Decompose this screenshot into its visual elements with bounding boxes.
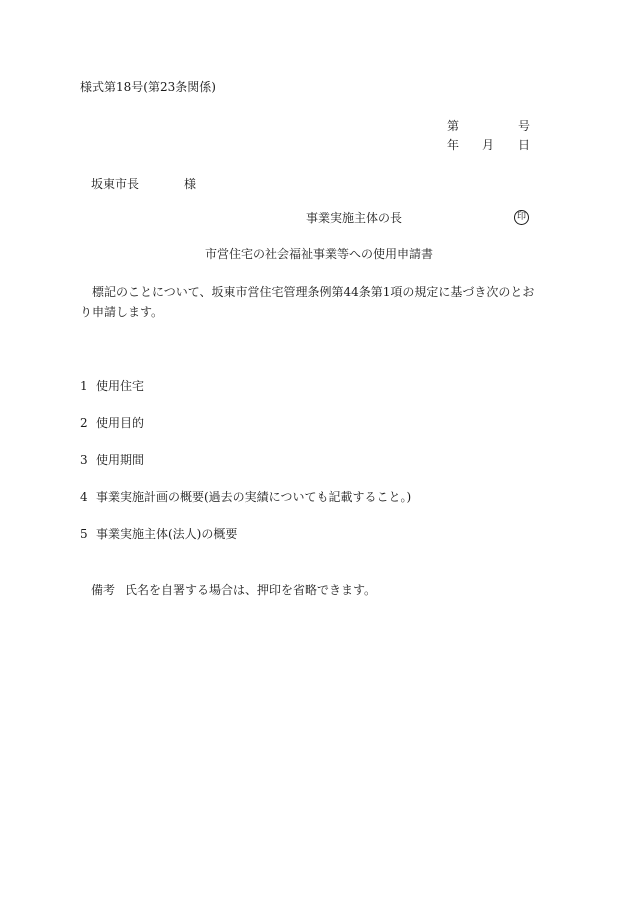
item-1-number: 1: [80, 379, 88, 393]
addressee-name: 坂東市長: [91, 177, 140, 191]
remarks-text: 氏名を自署する場合は、押印を省略できます。: [125, 583, 377, 597]
doc-number-go: 号: [518, 119, 531, 133]
item-5-label: 事業実施主体(法人)の概要: [96, 527, 238, 541]
date-month: 月: [482, 138, 495, 152]
item-4-label: 事業実施計画の概要(過去の実績についても記載すること。): [96, 490, 412, 504]
seal-mark: 印: [514, 210, 529, 225]
item-1-label: 使用住宅: [96, 379, 145, 393]
item-4-number: 4: [80, 490, 88, 504]
date-day: 日: [518, 138, 531, 152]
item-3-number: 3: [80, 453, 88, 467]
item-5-number: 5: [80, 527, 88, 541]
remarks-label: 備考: [91, 583, 116, 597]
body-paragraph: 標記のことについて、坂東市営住宅管理条例第44条第1項の規定に基づき次のとおり申請します。: [80, 285, 535, 319]
document-title: 市営住宅の社会福祉事業等への使用申請書: [205, 247, 434, 261]
form-number: 様式第18号(第23条関係): [80, 80, 216, 94]
doc-number-dai: 第: [447, 119, 460, 133]
applicant-label: 事業実施主体の長: [306, 211, 403, 225]
item-2-number: 2: [80, 416, 88, 430]
addressee-honorific: 様: [184, 177, 197, 191]
item-3-label: 使用期間: [96, 453, 145, 467]
item-2-label: 使用目的: [96, 416, 145, 430]
date-year: 年: [447, 138, 460, 152]
